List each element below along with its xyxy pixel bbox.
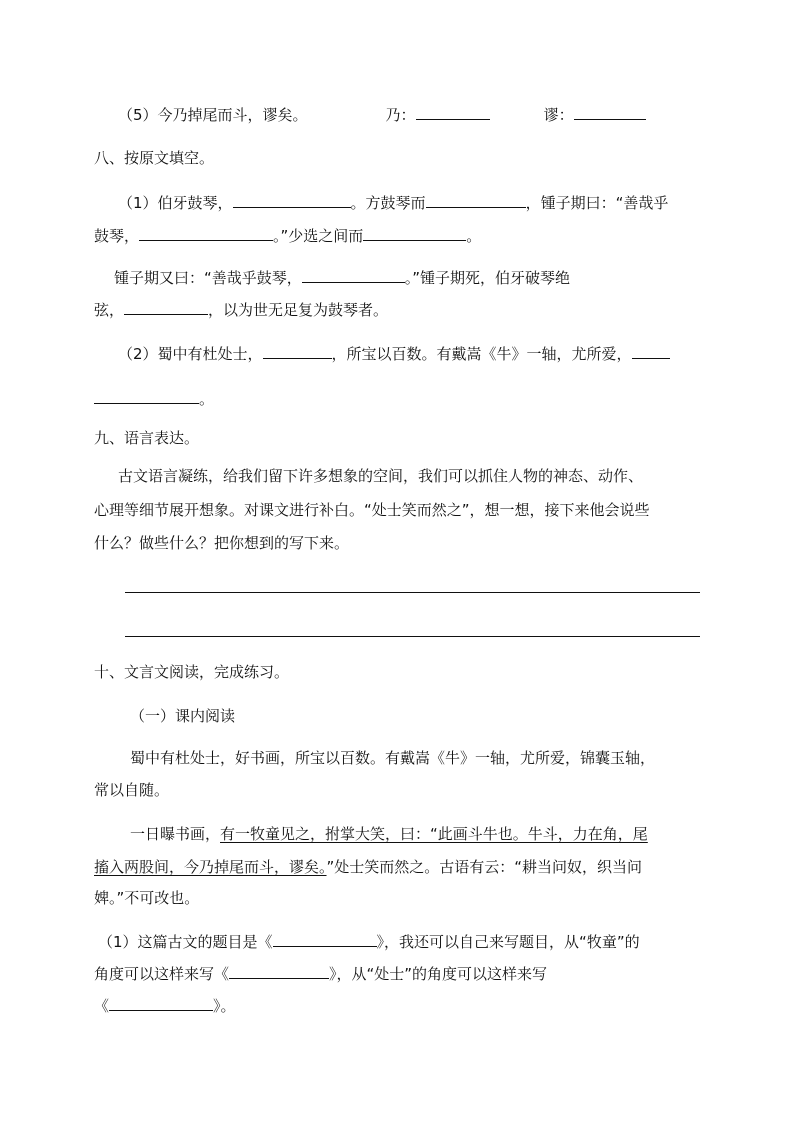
q5-text: （5）今乃掉尾而斗，谬矣。 [118, 106, 308, 124]
section-8-title: 八、按原文填空。 [94, 149, 215, 167]
s8-line-5 [118, 343, 670, 364]
s8-l4-a: 弦， [94, 301, 125, 319]
reading-4-underlined: 搐入两股间，今乃掉尾而斗，谬矣。 [94, 858, 327, 876]
s8-line-3 [114, 267, 570, 288]
q1-line-2 [94, 963, 547, 984]
s8-l4-b: ，以为世无足复为鼓琴者。 [208, 301, 389, 319]
reading-line-1: 蜀中有杜处士，好书画，所宝以百数。有戴嵩《牛》一轴，尤所爱，锦囊玉轴， [130, 749, 656, 767]
q2-a: 角度可以这样来写《 [94, 965, 230, 983]
s8-l5-b: ，所宝以百数。有戴嵩《牛》一轴，尤所爱， [331, 345, 632, 363]
reading-line-2: 常以自随。 [94, 781, 170, 799]
s8-blank-1[interactable] [233, 192, 351, 208]
s8-blank-4[interactable] [363, 225, 466, 241]
section-10-title: 十、文言文阅读，完成练习。 [94, 663, 290, 681]
q3-b: 》。 [213, 997, 236, 1015]
q1-line-3 [94, 995, 236, 1016]
s8-l5-a: （2）蜀中有杜处士， [118, 345, 263, 363]
s9-paragraph-3: 什么？做些什么？把你想到的写下来。 [94, 534, 350, 552]
q1-b: 》，我还可以自己来写题目，从“牧童”的 [376, 933, 640, 951]
reading-line-4 [94, 857, 642, 877]
q1-blank-1[interactable] [273, 931, 377, 947]
section-9-title: 九、语言表达。 [94, 429, 200, 447]
s8-l2-b: 。”少选之间而 [273, 227, 364, 245]
s8-l1-c: ，锺子期曰：“善哉乎 [525, 194, 669, 212]
q1-line-1 [98, 931, 640, 952]
s9-paragraph-2: 心理等细节展开想象。对课文进行补白。“处士笑而然之”，想一想，接下来他会说些 [94, 501, 650, 519]
s8-l2-a: 鼓琴， [94, 227, 140, 245]
s9-paragraph-1: 古文语言凝练，给我们留下许多想象的空间，我们可以抓住人物的神态、动作、 [118, 467, 644, 485]
s8-line-2 [94, 225, 481, 246]
s8-blank-8a[interactable] [632, 343, 670, 359]
s8-l1-a: （1）伯牙鼓琴， [118, 194, 233, 212]
q5-miu-blank[interactable] [574, 104, 646, 120]
s8-blank-3[interactable] [139, 225, 273, 241]
s8-blank-2[interactable] [426, 192, 526, 208]
reading-4-b: ”处士笑而然之。古语有云：“耕当问奴，织当问 [326, 858, 643, 876]
reading-line-3 [130, 824, 648, 844]
s8-blank-8b[interactable] [94, 388, 199, 404]
reading-line-5: 婢。”不可改也。 [94, 889, 200, 907]
s8-l1-b: 。方鼓琴而 [350, 194, 426, 212]
answer-line-2[interactable] [125, 636, 700, 637]
q1-blank-2[interactable] [229, 963, 329, 979]
s10-subtitle: （一）课内阅读 [130, 707, 236, 725]
q5-nai-blank[interactable] [416, 104, 490, 120]
q1-blank-3[interactable] [109, 995, 213, 1011]
s8-line-1 [118, 192, 668, 213]
s8-l2-c: 。 [466, 227, 482, 245]
q5-line [118, 104, 646, 125]
reading-3-a: 一日曝书画， [130, 825, 221, 843]
q5-miu-label: 谬： [543, 106, 574, 124]
s8-line-6 [94, 388, 214, 409]
q2-b: 》，从“处士”的角度可以这样来写 [329, 965, 548, 983]
q3-a: 《 [94, 997, 110, 1015]
q5-nai-label: 乃： [385, 106, 416, 124]
s8-blank-6[interactable] [124, 299, 208, 315]
q1-a: （1）这篇古文的题目是《 [98, 933, 273, 951]
s8-blank-7[interactable] [263, 343, 332, 359]
s8-l6-a: 。 [199, 390, 215, 408]
s8-blank-5[interactable] [302, 267, 405, 283]
s8-l3-b: 。”锺子期死，伯牙破琴绝 [404, 269, 571, 287]
answer-line-1[interactable] [125, 592, 700, 593]
reading-3-underlined: 有一牧童见之，拊掌大笑，曰：“此画斗牛也。牛斗，力在角，尾 [220, 825, 648, 843]
s8-line-4 [94, 299, 388, 320]
s8-l3-a: 锺子期又曰：“善哉乎鼓琴， [114, 269, 302, 287]
